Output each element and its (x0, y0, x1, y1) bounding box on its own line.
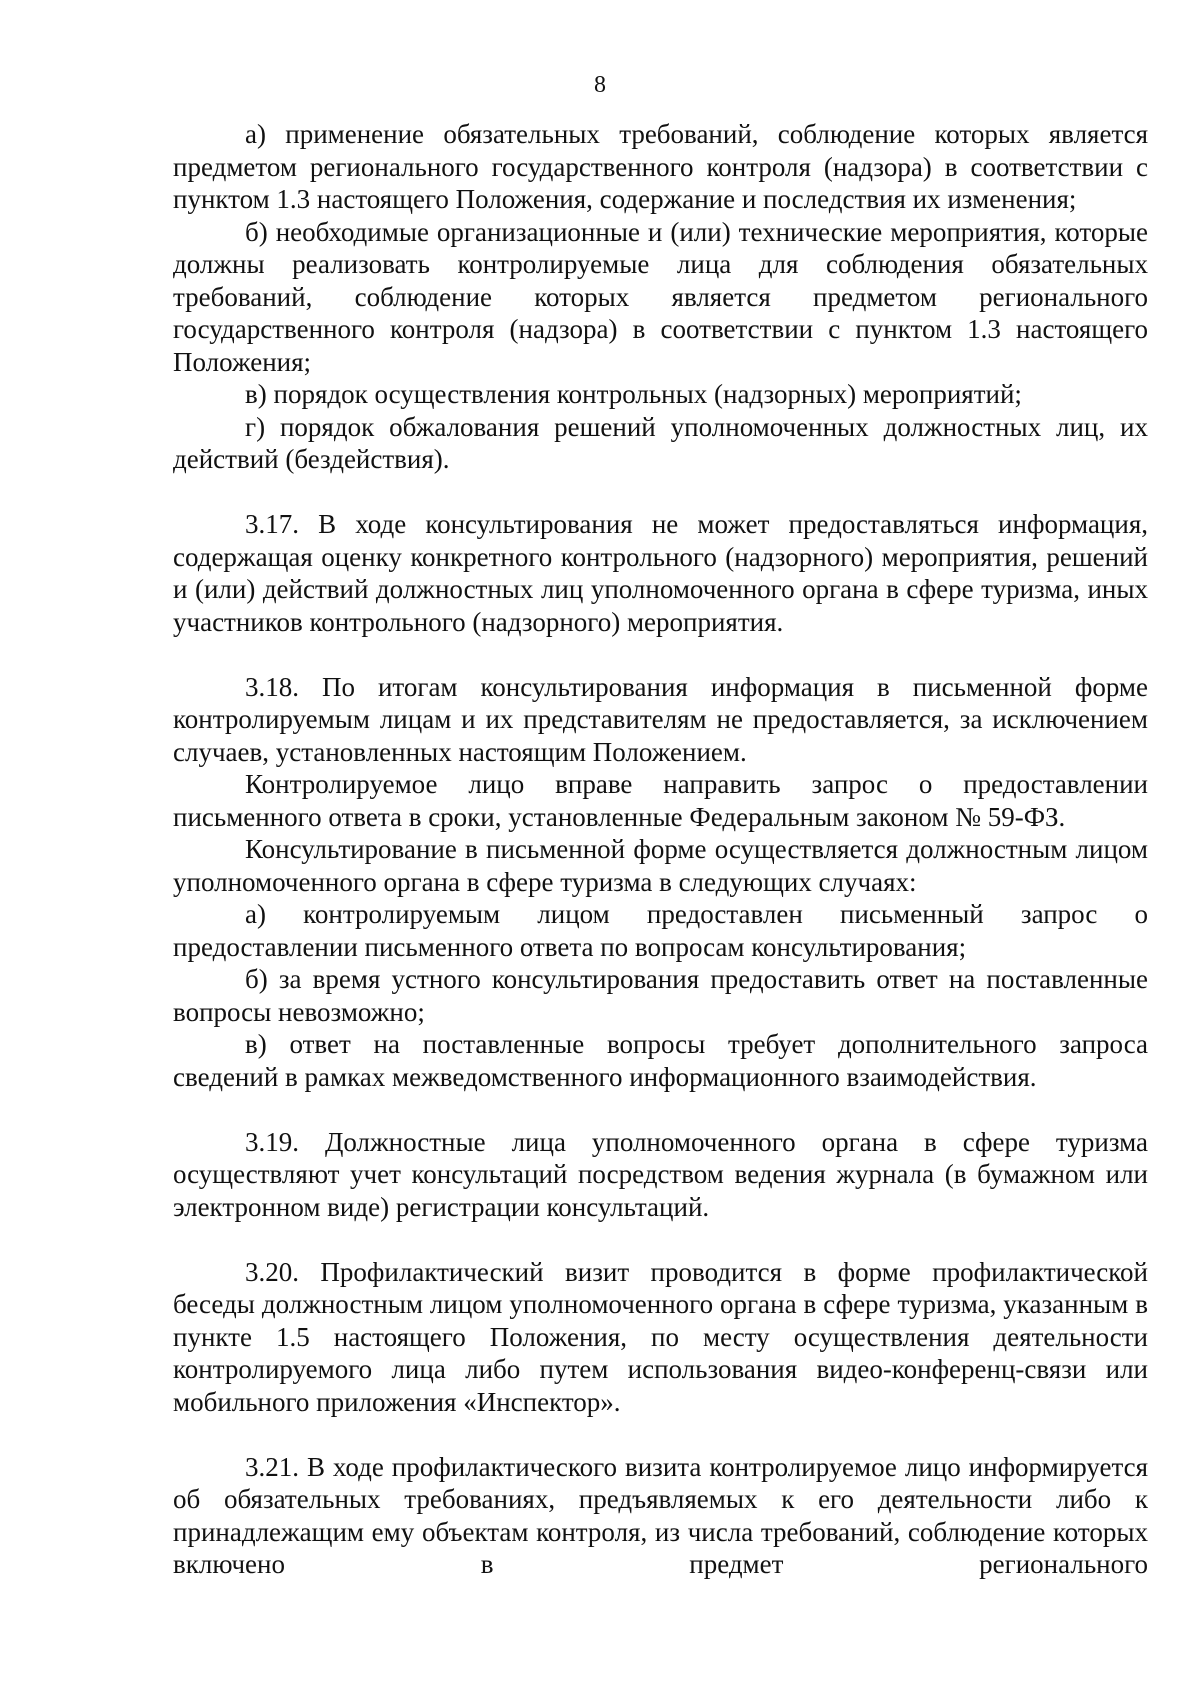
paragraph-3-18-b: б) за время устного консультирования предоставить ответ на поставленные вопросы невозможно; (173, 964, 1148, 1027)
paragraph-3-16-b: б) необходимые организационные и (или) технические мероприятия, которые должны реализовать контролируемые лица для соблюдения обязательных требований, соблюдение которых является предметом регионального государственного контроля (надзора) в соответствии с пунктом 1.3 настоящего Положения; (173, 216, 1148, 377)
page-number: 8 (594, 72, 606, 98)
paragraph-3-16-g: г) порядок обжалования решений уполномоченных должностных лиц, их действий (бездействия). (173, 411, 1148, 474)
paragraph-3-18-request: Контролируемое лицо вправе направить запрос о предоставлении письменного ответа в сроки, установленные Федеральным законом № 59-ФЗ. (173, 769, 1148, 832)
paragraph-3-16-v: в) порядок осуществления контрольных (надзорных) мероприятий; (245, 379, 1022, 409)
document-body (173, 118, 1148, 1581)
paragraph-3-17: 3.17. В ходе консультирования не может предоставляться информация, содержащая оценку конкретного контрольного (надзорного) мероприятия, решений и (или) действий должностных лиц уполномоченного органа в сфере туризма, иных участников контрольного (надзорного) мероприятия. (173, 509, 1148, 637)
paragraph-3-21: 3.21. В ходе профилактического визита контролируемое лицо информируется об обязательных требованиях, предъявляемых к его деятельности либо к принадлежащим ему объектам контроля, из числа требований, соблюдение которых включено в предмет регионального (173, 1451, 1148, 1579)
paragraph-3-18-written: Консультирование в письменной форме осуществляется должностным лицом уполномоченного органа в сфере туризма в следующих случаях: (173, 834, 1148, 897)
paragraph-3-20: 3.20. Профилактический визит проводится в форме профилактической беседы должностным лицом уполномоченного органа в сфере туризма, указанным в пункте 1.5 настоящего Положения, по месту осуществления деятельности контролируемого лица либо путем использования видео-конференц-связи или мобильного приложения «Инспектор». (173, 1256, 1148, 1417)
paragraph-3-18-a: а) контролируемым лицом предоставлен письменный запрос о предоставлении письменного ответа по вопросам консультирования; (173, 899, 1148, 962)
paragraph-3-16-a: а) применение обязательных требований, соблюдение которых является предметом регионального государственного контроля (надзора) в соответствии с пунктом 1.3 настоящего Положения, содержание и последствия их изменения; (173, 119, 1148, 214)
paragraph-3-18: 3.18. По итогам консультирования информация в письменной форме контролируемым лицам и их представителям не предоставляется, за исключением случаев, установленных настоящим Положением. (173, 671, 1148, 767)
paragraph-3-18-v: в) ответ на поставленные вопросы требует дополнительного запроса сведений в рамках межведомственного информационного взаимодействия. (173, 1029, 1148, 1092)
paragraph-3-19: 3.19. Должностные лица уполномоченного органа в сфере туризма осуществляют учет консультаций посредством ведения журнала (в бумажном или электронном виде) регистрации консультаций. (173, 1126, 1148, 1222)
